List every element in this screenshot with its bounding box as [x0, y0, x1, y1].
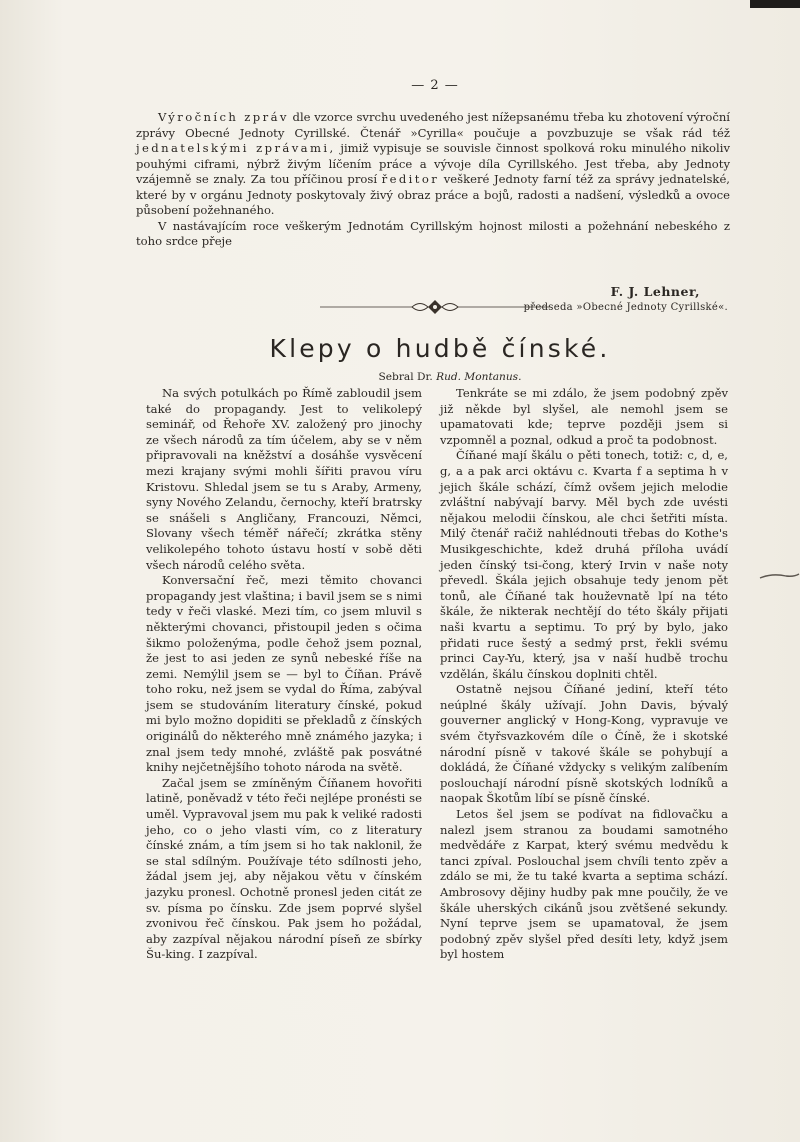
left-column: [146, 386, 422, 963]
left-paragraph-2: Konversační řeč, mezi těmito chovanci propagandy jest vlaština; i bavil jsem se s nimi tedy v řeči vlaské. Mezi tím, co jsem mluvil s některými chovanci, přistoupil jeden s očima šikmo položenýma, podle čehož jsem poznal, že jest to asi jeden ze synů nebeské říše na zemi. Nemýlil jsem se — byl to Číňan. Právě toho roku, než jsem se vydal do Říma, zabýval jsem se studováním literatury čínské, pokud mi bylo možno dopiditi se překladů z čínských originálů do některého mně známého jazyka; i znal jsem tedy mnohé, zvláště pak posvátné knihy nejčetnějšího tohoto národa na světě.: [146, 573, 422, 775]
right-paragraph-1: Tenkráte se mi zdálo, že jsem podobný zpěv již někde byl slyšel, ale nemohl jsem se upamatovati kde; teprve později jsem si vzpomněl a poznal, odkud a proč ta podobnost.: [440, 386, 728, 447]
right-column: [440, 386, 728, 963]
intro-paragraph-2: V nastávajícím roce veškerým Jednotám Cyrillským hojnost milosti a požehnání nebeského z toho srdce přeje: [136, 218, 730, 248]
intro-section: [136, 110, 730, 250]
byline-prefix: Sebral Dr.: [378, 371, 437, 383]
intro-paragraph-1: [136, 110, 730, 219]
article-byline: [300, 371, 600, 383]
right-paragraph-3: Ostatně nejsou Číňané jediní, kteří této neúplné škály užívají. John Davis, bývalý gouverner anglický v Hong-Kong, vypravuje ve svém čtyřsvazkovém díle o Číně, že i skotské národní písně v takové škále se pohybují a dokládá, že Číňané vždycky s velikým zalíbením poslouchají národní písně skotských lodníků a naopak Škotům líbí se písně čínské.: [440, 682, 728, 806]
left-paragraph-3: Začal jsem se zmíněným Číňanem hovořiti latině, poněvadž v této řeči nejlépe pronésti se uměl. Vypravoval jsem mu pak k veliké radosti jeho, co o jeho vlasti vím, co z literatury čínské znám, a tím jsem si ho tak naklonil, že se stal sdílným. Používaje této sdílnosti jeho, žádal jsem jej, aby nějakou větu v čínském jazyku pronesl. Ochotně pronesl jeden citát ze sv. písma po čínsku. Zde jsem poprvé slyšel zvonivou řeč čínskou. Pak jsem ho požádal, aby zazpíval nějakou národní píseň ze sbírky Šu-king. I zazpíval.: [146, 775, 422, 962]
intro-text-3: veškeré Jednoty farní též za správy jednatelské, které by v orgánu Jednoty poskytovaly živý obraz práce a bojů, radosti a nadšení, výsledků a ovoce působení požehnaného.: [136, 172, 730, 217]
margin-pencil-mark: [758, 570, 800, 582]
right-paragraph-2: Číňané mají škálu o pěti tonech, totiž: c, d, e, g, a a pak arci oktávu c. Kvarta f a septima h v jejich škále schází, čímž ovšem jejich melodie zvláštní nabývají barvy. Měl bych zde uvésti nějakou melodii čínskou, ale chci šetřiti místa. Milý čtenář račiž nahlédnouti třebas do Kothe's Musikgeschichte, kdež druhá příloha uvádí jeden čínský tsi-čong, který Irvin v naše noty převedl. Škála jejich obsahuje tedy jenom pět tonů, ale Číňané tak houževnatě lpí na této škále, že nikterak nechtějí do této škály přijati naši kvartu a septimu. To prý by bylo, jako přidati ruce šestý a sedmý prst, řekli svému princi Cay-Yu, který, jsa v naší hudbě trochu vzdělán, škálu čínskou doplniti chtěl.: [440, 448, 728, 681]
ornament-divider: [320, 296, 550, 318]
intro-text-2: jimiž vypisuje se souvisle činnost spolková roku minulého nikoliv pouhými ciframi, nýbrž živým líčením práce a vývoje díla Cyrillského. Jest třeba, aby Jednoty vzájemně se znaly. Za tou příčinou prosí: [136, 141, 730, 186]
byline-author: Rud. Montanus.: [436, 371, 522, 383]
intro-text-1: dle vzorce svrchu uvedeného jest nížepsanému třeba ku zhotovení výroční zprávy Obecné Jednoty Cyrillské. Čtenář »Cyrilla« poučuje a povzbuzuje se však rád též: [136, 110, 730, 140]
intro-spaced-1: Výročních zpráv: [158, 110, 289, 124]
intro-spaced-3: ředitor: [381, 172, 440, 186]
page-corner-shadow: [750, 0, 800, 8]
left-paragraph-1: Na svých potulkách po Římě zabloudil jsem také do propagandy. Jest to velikolepý seminář, od Řehoře XV. založený pro jinochy ze všech národů za tím účelem, aby se v něm připravovali na kněžství a dosáhše vysvěcení mezi krajany svými mohli šířiti pravou víru Kristovu. Shledal jsem se tu s Araby, Armeny, syny Nového Zelandu, černochy, kteří bratrsky se snášeli s Angličany, Francouzi, Němci, Slovany všech téměř nářečí; zkrátka stěny velikolepého tohoto ústavu hostí v sobě děti všech národů celého světa.: [146, 386, 422, 572]
signature-role: předseda »Obecné Jednoty Cyrillské«.: [523, 302, 728, 313]
page-number: — 2 —: [411, 78, 459, 93]
signature-name: F. J. Lehner,: [610, 284, 700, 299]
intro-spaced-2: jednatelskými zprávami,: [136, 141, 336, 155]
article-title: Klepy o hudbě čínské.: [269, 334, 611, 363]
right-paragraph-4: Letos šel jsem se podívat na fidlovačku a nalezl jsem stranou za boudami samotného medvědáře z Karpat, který svému medvědu k tanci zpíval. Poslouchal jsem chvíli tento zpěv a zdálo se mi, že tu také kvarta a septima schází. Ambrosovy dějiny hudby pak mne poučily, že ve škále uherských cikánů jsou zvětšené sekundy. Nyní teprve jsem se upamatoval, že jsem podobný zpěv slyšel před desíti lety, když jsem byl hostem: [440, 807, 728, 962]
